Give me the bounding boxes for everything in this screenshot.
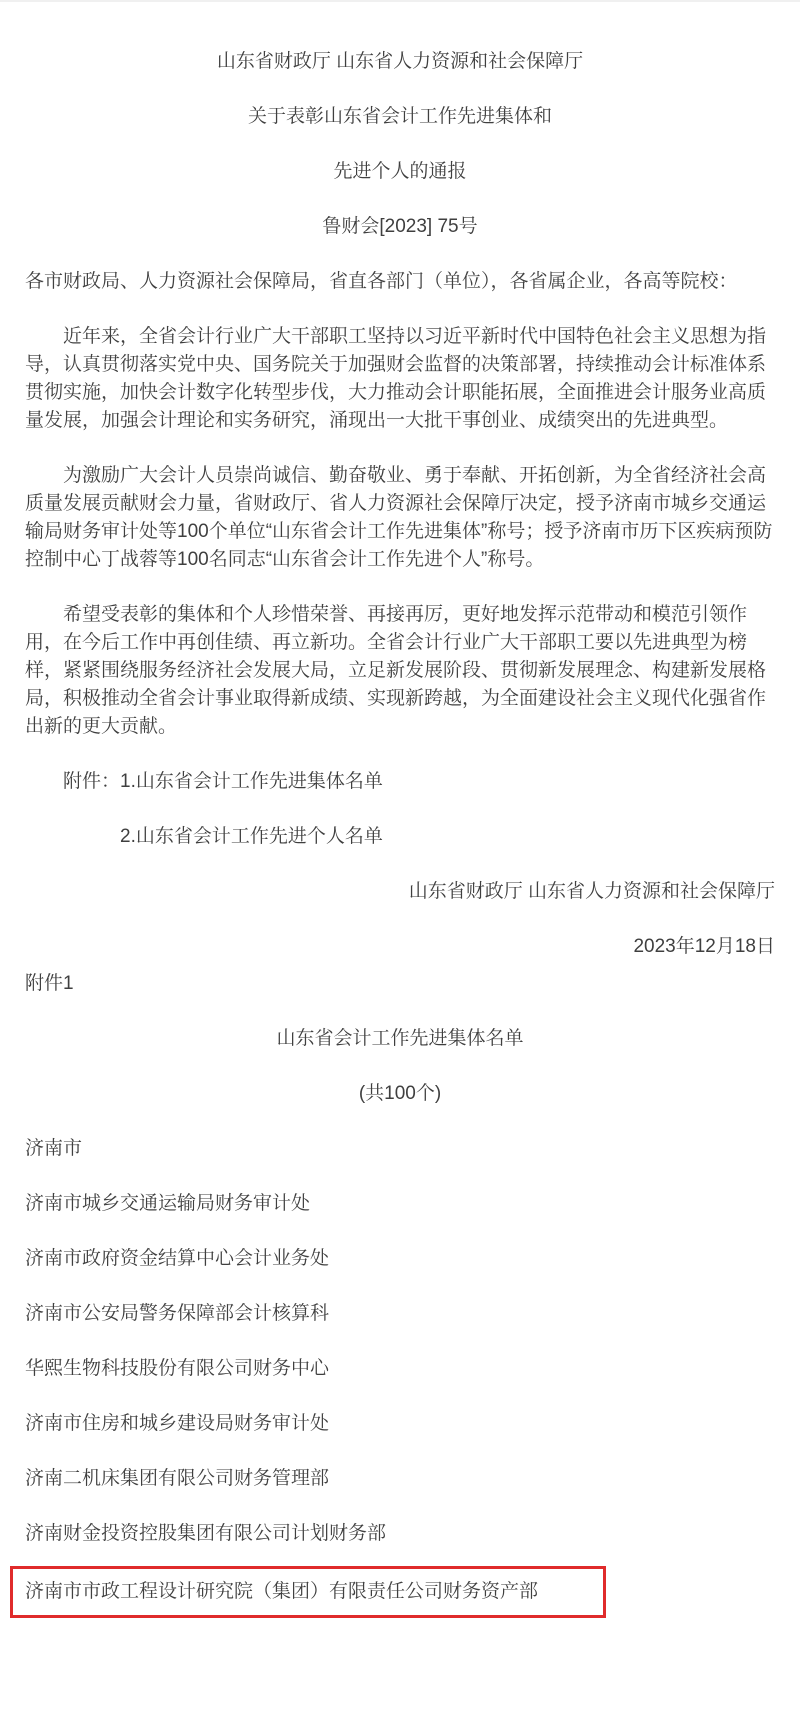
list-item: 济南市城乡交通运输局财务审计处: [25, 1193, 311, 1214]
body-paragraph-2: 为激励广大会计人员崇尚诚信、勤奋敬业、勇于奉献、开拓创新，为全省经济社会高质量发展贡献财会力量，省财政厅、省人力资源社会保障厅决定，授予济南市城乡交通运输局财务审计处等100个单位“山东省会计工作先进集体”称号；授予济南市历下区疾病预防控制中心丁战蓉等100名同志“山东省会计工作先进个人”称号。: [25, 465, 773, 570]
list-item: 济南二机床集团有限公司财务管理部: [25, 1468, 330, 1489]
salutation: 各市财政局、人力资源社会保障局，省直各部门（单位），各省属企业，各高等院校：: [25, 271, 738, 292]
doc-title-line-2: 关于表彰山东省会计工作先进集体和: [247, 106, 552, 127]
list-item: 济南市公安局警务保障部会计核算科: [25, 1303, 330, 1324]
appendix-count-note: (共100个): [358, 1083, 442, 1104]
issuing-authorities: 山东省财政厅 山东省人力资源和社会保障厅: [408, 881, 775, 902]
doc-number: 鲁财会[2023] 75号: [322, 216, 478, 237]
list-item: 济南财金投资控股集团有限公司计划财务部: [25, 1523, 387, 1544]
doc-title-line-1: 山东省财政厅 山东省人力资源和社会保障厅: [216, 51, 584, 72]
notice-document: [0, 2, 800, 1658]
doc-title-line-3: 先进个人的通报: [333, 161, 467, 182]
appendix-label: 附件1: [25, 973, 74, 994]
list-item: 济南市政府资金结算中心会计业务处: [25, 1248, 330, 1269]
attachment-item-2: 2.山东省会计工作先进个人名单: [120, 826, 383, 847]
appendix-city-heading: 济南市: [25, 1138, 83, 1159]
list-item: 济南市住房和城乡建设局财务审计处: [25, 1413, 330, 1434]
attachments-label: 附件：: [63, 771, 121, 792]
list-item-highlighted: 济南市市政工程设计研究院（集团）有限责任公司财务资产部: [10, 1566, 606, 1618]
issue-date: 2023年12月18日: [633, 936, 775, 957]
body-paragraph-3: 希望受表彰的集体和个人珍惜荣誉、再接再厉，更好地发挥示范带动和模范引领作用，在今后工作中再创佳绩、再立新功。全省会计行业广大干部职工要以先进典型为榜样，紧紧围绕服务经济社会发展大局，立足新发展阶段、贯彻新发展理念、构建新发展格局，积极推动全省会计事业取得新成绩、实现新跨越，为全面建设社会主义现代化强省作出新的更大贡献。: [25, 604, 767, 737]
list-item: 华熙生物科技股份有限公司财务中心: [25, 1358, 330, 1379]
attachments-line-1: [25, 768, 775, 796]
body-paragraph-1: 近年来，全省会计行业广大干部职工坚持以习近平新时代中国特色社会主义思想为指导，认真贯彻落实党中央、国务院关于加强财会监督的决策部署，持续推动会计标准体系贯彻实施，加快会计数字化转型步伐，大力推动会计职能拓展，全面推进会计服务业高质量发展，加强会计理论和实务研究，涌现出一大批干事创业、成绩突出的先进典型。: [25, 326, 767, 431]
appendix-title: 山东省会计工作先进集体名单: [276, 1028, 524, 1049]
attachment-item-1: 1.山东省会计工作先进集体名单: [120, 771, 383, 792]
